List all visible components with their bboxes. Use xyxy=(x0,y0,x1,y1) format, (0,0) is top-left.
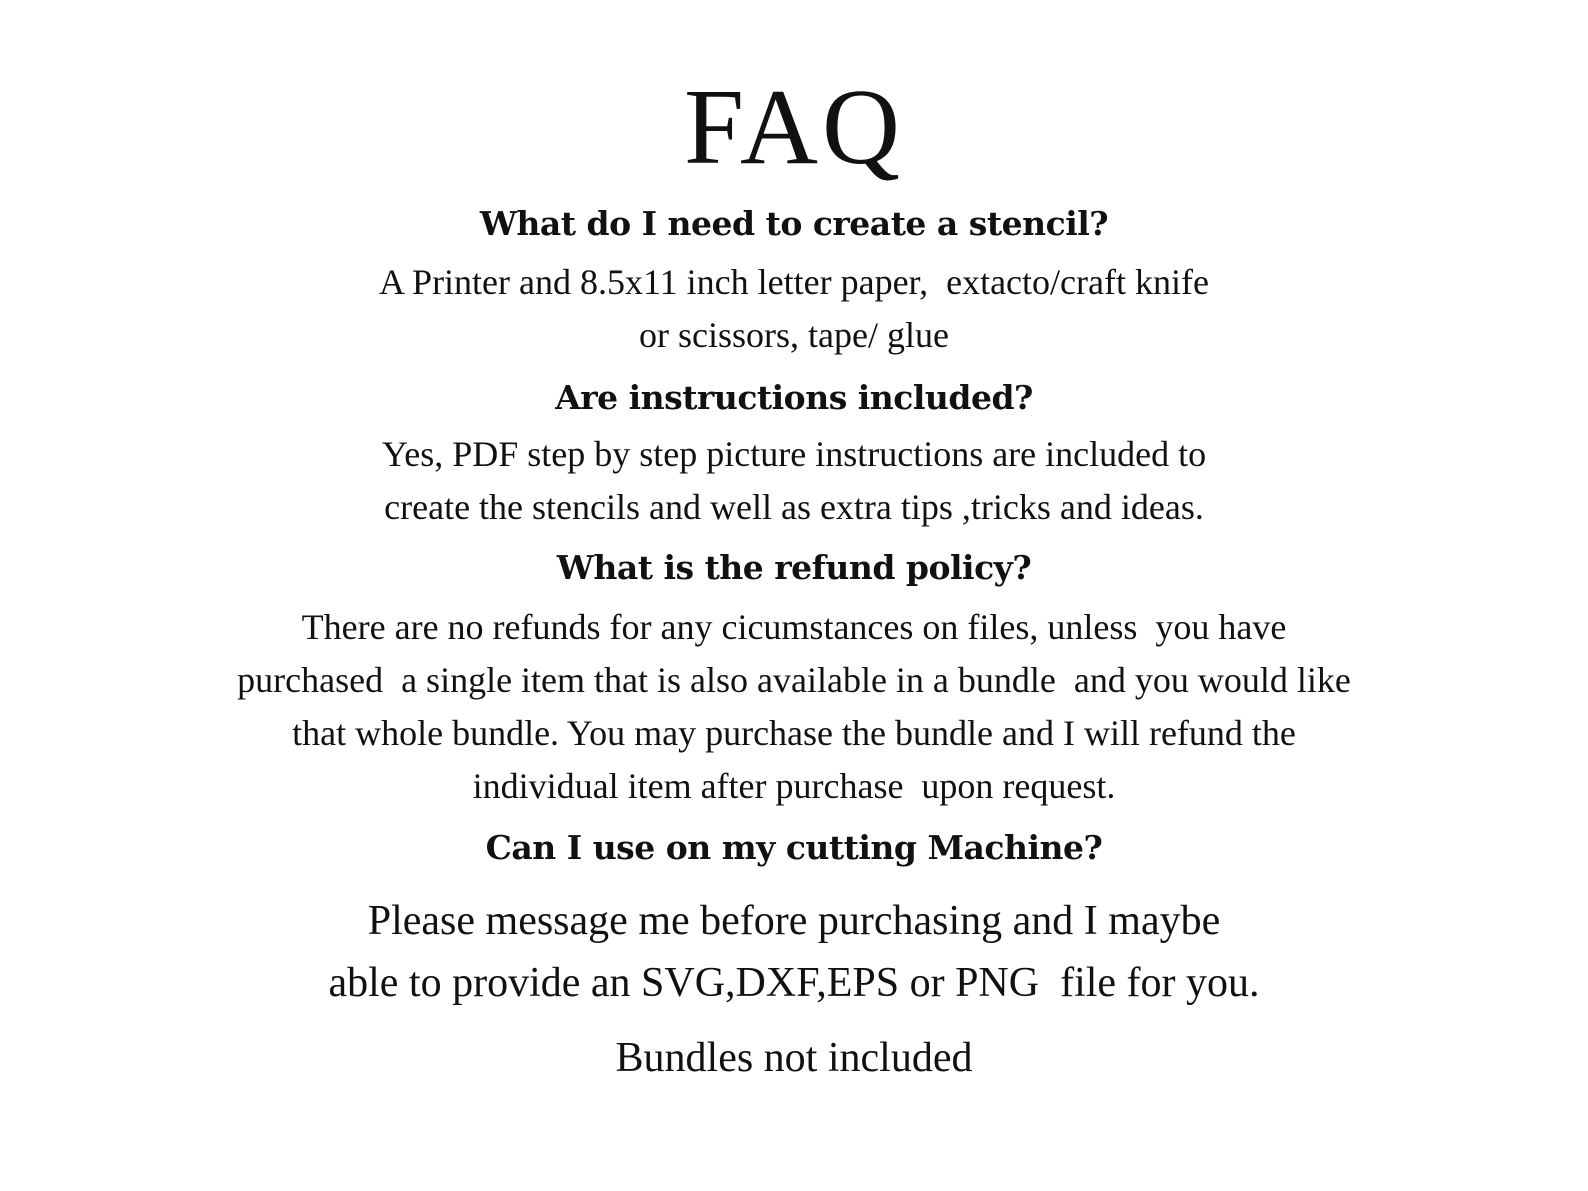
bundles-note: Bundles not included xyxy=(615,1035,973,1081)
faq-question-refund-policy: What is the refund policy? xyxy=(556,548,1032,587)
faq-question-cutting-machine: Can I use on my cutting Machine? xyxy=(485,828,1103,867)
faq-answer-line: or scissors, tape/ glue xyxy=(639,315,949,355)
faq-answer-line: create the stencils and well as extra tips ,tricks and ideas. xyxy=(384,487,1204,527)
faq-answer-line: Please message me before purchasing and I maybe xyxy=(367,898,1221,944)
faq-answer-line: There are no refunds for any cicumstances on files, unless you have xyxy=(301,607,1287,647)
faq-answer-instructions xyxy=(0,428,1588,534)
faq-question-stencil-supplies: What do I need to create a stencil? xyxy=(479,204,1109,243)
faq-answer-line: that whole bundle. You may purchase the bundle and I will refund the xyxy=(292,713,1296,753)
faq-answer-line: Yes, PDF step by step picture instructions are included to xyxy=(381,434,1207,474)
faq-answer-line: able to provide an SVG,DXF,EPS or PNG file for you. xyxy=(328,960,1260,1006)
faq-question-instructions: Are instructions included? xyxy=(555,378,1033,417)
faq-answer-stencil-supplies xyxy=(0,256,1588,362)
faq-answer-cutting-machine xyxy=(0,890,1588,1014)
page-title: FAQ xyxy=(683,68,905,187)
faq-answer-line: A Printer and 8.5x11 inch letter paper, extacto/craft knife xyxy=(379,262,1209,302)
faq-answer-line: purchased a single item that is also available in a bundle and you would like xyxy=(237,660,1351,700)
faq-answer-line: individual item after purchase upon request. xyxy=(472,766,1116,806)
faq-answer-refund-policy xyxy=(0,601,1588,813)
